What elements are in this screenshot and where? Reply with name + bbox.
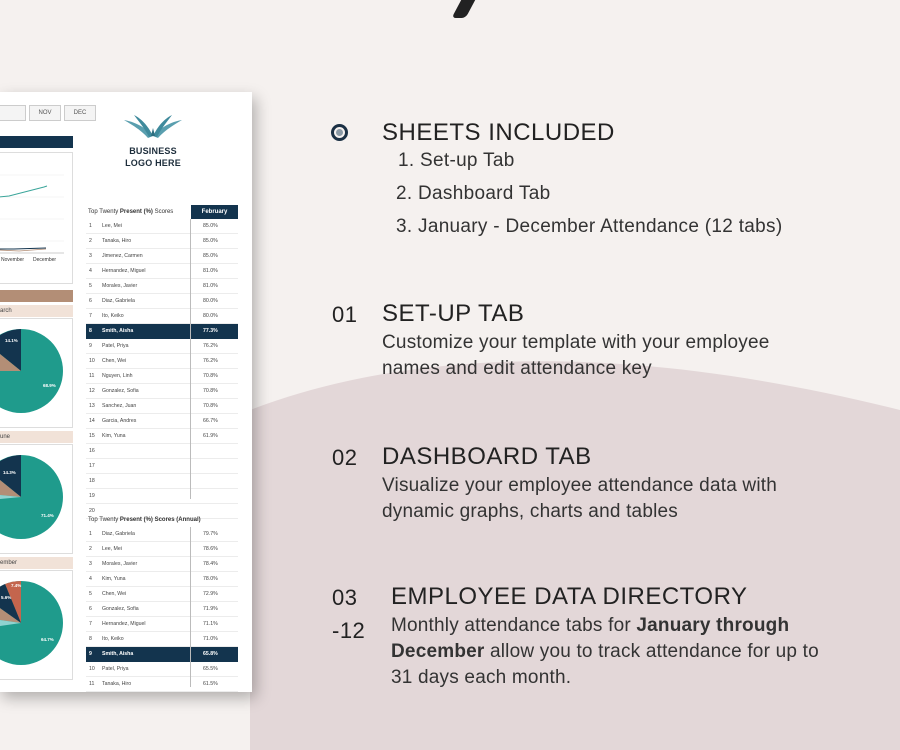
section-3-description: Monthly attendance tabs for January through December allow you to track attendance for up to 31 days each month. <box>391 615 819 688</box>
table-row <box>86 384 238 399</box>
table-row <box>86 264 238 279</box>
pie-section-band <box>0 290 73 302</box>
table-row <box>86 489 238 504</box>
pie-3-pct-b: 5.6% <box>1 595 12 600</box>
row-number: 6 <box>89 298 92 304</box>
present-score: 85.0% <box>203 238 218 244</box>
logo-line-1: BUSINESS <box>129 146 177 156</box>
top-twenty-table <box>86 205 238 519</box>
table-row <box>86 542 238 557</box>
employee-name: Ito, Keiko <box>102 313 124 319</box>
row-number: 8 <box>89 636 92 642</box>
present-score: 71.0% <box>203 636 218 642</box>
month-tab-dec[interactable]: DEC <box>64 105 96 121</box>
pie-label-3: ember <box>0 557 73 569</box>
employee-name: Garcia, Andres <box>102 418 137 424</box>
present-score: 76.2% <box>203 343 218 349</box>
present-score: 78.4% <box>203 561 218 567</box>
pie-label-2: une <box>0 431 73 443</box>
month-tabs <box>0 105 96 121</box>
section-3-number-b: -12 <box>332 618 366 643</box>
table-row <box>86 309 238 324</box>
row-number: 7 <box>89 313 92 319</box>
table-divider-1 <box>190 219 191 499</box>
top-twenty-rows <box>86 219 238 519</box>
employee-name: Nguyen, Linh <box>102 373 133 379</box>
employee-name: Kim, Yuna <box>102 433 126 439</box>
employee-name: Gonzalez, Sofia <box>102 606 139 612</box>
row-number: 19 <box>89 493 95 499</box>
table-row <box>86 677 238 692</box>
row-number: 10 <box>89 358 95 364</box>
present-score: 80.0% <box>203 313 218 319</box>
employee-name: Gonzalez, Sofia <box>102 388 139 394</box>
present-score: 70.8% <box>203 373 218 379</box>
top-twenty-header <box>86 205 238 219</box>
table-row <box>86 557 238 572</box>
month-tab-partial <box>0 105 26 121</box>
line-chart <box>0 152 73 284</box>
table-row <box>86 444 238 459</box>
row-number: 5 <box>89 283 92 289</box>
row-number: 11 <box>89 681 95 687</box>
present-score: 61.9% <box>203 433 218 439</box>
annual-rows <box>86 527 238 692</box>
sheets-included-heading: SHEETS INCLUDED <box>382 119 615 146</box>
present-score: 70.8% <box>203 403 218 409</box>
row-number: 5 <box>89 591 92 597</box>
line-series-teal <box>0 186 47 197</box>
employee-name: Kim, Yuna <box>102 576 126 582</box>
row-number: 1 <box>89 531 92 537</box>
present-score: 70.8% <box>203 388 218 394</box>
employee-name: Diaz, Gabriela <box>102 531 135 537</box>
table-row <box>86 249 238 264</box>
table-row <box>86 369 238 384</box>
section-1-heading: SET-UP TAB <box>382 300 525 327</box>
present-score: 77.3% <box>203 328 218 334</box>
book-logo-icon <box>118 114 188 140</box>
row-number: 15 <box>89 433 95 439</box>
logo-line-2: LOGO HERE <box>125 158 181 168</box>
present-score: 85.0% <box>203 223 218 229</box>
present-score: 61.5% <box>203 681 218 687</box>
sheet-item-3: 3. January - December Attendance (12 tabs) <box>396 216 783 237</box>
present-score: 76.2% <box>203 358 218 364</box>
pie-chart-1-svg <box>0 319 74 429</box>
pie-1-pct-b: 68.9% <box>43 383 56 388</box>
employee-name: Patel, Priya <box>102 666 129 672</box>
row-number: 4 <box>89 576 92 582</box>
employee-name: Chen, Wei <box>102 358 127 364</box>
line-series-navy <box>0 248 46 249</box>
section-3-number-a: 03 <box>332 585 358 610</box>
row-number: 20 <box>89 508 95 514</box>
top-twenty-title: Top Twenty Present (%) Scores <box>88 209 174 215</box>
present-score: 79.7% <box>203 531 218 537</box>
employee-name: Lee, Mei <box>102 546 122 552</box>
present-score: 81.0% <box>203 268 218 274</box>
employee-name: Chen, Wei <box>102 591 127 597</box>
line-chart-svg <box>0 153 74 285</box>
employee-name: Patel, Priya <box>102 343 129 349</box>
annual-table <box>86 513 238 692</box>
present-score: 66.7% <box>203 418 218 424</box>
table-row <box>86 219 238 234</box>
pie-chart-1 <box>0 318 73 428</box>
employee-name: Diaz, Gabriela <box>102 298 135 304</box>
sheet-item-2: 2. Dashboard Tab <box>396 183 551 204</box>
row-number: 3 <box>89 561 92 567</box>
table-row <box>86 414 238 429</box>
table-row <box>86 647 238 662</box>
present-score: 80.0% <box>203 298 218 304</box>
present-score: 65.8% <box>203 651 218 657</box>
table-row <box>86 662 238 677</box>
employee-name: Ito, Keiko <box>102 636 124 642</box>
row-number: 9 <box>89 651 92 657</box>
table-row <box>86 459 238 474</box>
table-row <box>86 399 238 414</box>
annual-title: Top Twenty Present (%) Scores (Annual) <box>88 517 201 523</box>
row-number: 6 <box>89 606 92 612</box>
table-row <box>86 527 238 542</box>
present-score: 71.9% <box>203 606 218 612</box>
present-score: 71.1% <box>203 621 218 627</box>
pie-label-1: arch <box>0 305 73 317</box>
pie-2-pct-a: 14.3% <box>3 470 16 475</box>
employee-name: Sanchez, Juan <box>102 403 137 409</box>
section-2-heading: DASHBOARD TAB <box>382 443 592 470</box>
table-row <box>86 279 238 294</box>
pie-3-pct-c: 64.7% <box>41 637 54 642</box>
table-row <box>86 234 238 249</box>
present-score: 78.0% <box>203 576 218 582</box>
section-2-number: 02 <box>332 445 358 470</box>
row-number: 14 <box>89 418 95 424</box>
row-number: 17 <box>89 463 95 469</box>
table-row <box>86 602 238 617</box>
section-3-heading: EMPLOYEE DATA DIRECTORY <box>391 583 748 610</box>
pie-chart-2-svg <box>0 445 74 555</box>
annual-header <box>86 513 238 527</box>
row-number: 8 <box>89 328 92 334</box>
row-number: 7 <box>89 621 92 627</box>
table-row <box>86 572 238 587</box>
employee-name: Lee, Mei <box>102 223 122 229</box>
sheet-item-1: 1. Set-up Tab <box>398 150 515 171</box>
pie-chart-3 <box>0 570 73 680</box>
row-number: 3 <box>89 253 92 259</box>
employee-name: Jimenez, Carmen <box>102 253 143 259</box>
row-number: 16 <box>89 448 95 454</box>
row-number: 2 <box>89 546 92 552</box>
section-2-description: Visualize your employee attendance data with dynamic graphs, charts and tables <box>382 475 778 522</box>
employee-name: Smith, Aisha <box>102 651 134 657</box>
table-row <box>86 324 238 339</box>
present-score: 72.9% <box>203 591 218 597</box>
pie-1-pct-a: 14.1% <box>5 338 18 343</box>
row-number: 18 <box>89 478 95 484</box>
row-number: 1 <box>89 223 92 229</box>
table-row <box>86 632 238 647</box>
table-row <box>86 339 238 354</box>
row-number: 12 <box>89 388 95 394</box>
row-number: 13 <box>89 403 95 409</box>
present-score: 81.0% <box>203 283 218 289</box>
employee-name: Tanaka, Hiro <box>102 238 132 244</box>
row-number: 2 <box>89 238 92 244</box>
row-number: 11 <box>89 373 95 379</box>
month-header: February <box>191 205 238 219</box>
employee-name: Tanaka, Hiro <box>102 681 132 687</box>
spreadsheet-preview <box>0 92 252 692</box>
business-logo <box>110 114 196 169</box>
x-tick-november: November <box>1 257 25 263</box>
employee-name: Hernandez, Miguel <box>102 268 146 274</box>
table-row <box>86 617 238 632</box>
table-row <box>86 474 238 489</box>
section-1-description: Customize your template with your employee names and edit attendance key <box>382 332 770 379</box>
row-number: 4 <box>89 268 92 274</box>
employee-name: Morales, Javier <box>102 561 138 567</box>
chart-header-band <box>0 136 73 148</box>
month-tab-nov[interactable]: NOV <box>29 105 61 121</box>
table-divider-2 <box>190 527 191 687</box>
pie-chart-2 <box>0 444 73 554</box>
table-row <box>86 429 238 444</box>
section-1-number: 01 <box>332 302 358 327</box>
present-score: 78.6% <box>203 546 218 552</box>
x-tick-december: December <box>33 257 57 263</box>
row-number: 9 <box>89 343 92 349</box>
present-score: 85.0% <box>203 253 218 259</box>
table-row <box>86 354 238 369</box>
pie-2-pct-b: 71.4% <box>41 513 54 518</box>
employee-name: Morales, Javier <box>102 283 138 289</box>
present-score: 65.5% <box>203 666 218 672</box>
pie-3-pct-a: 7.4% <box>11 583 22 588</box>
employee-name: Hernandez, Miguel <box>102 621 146 627</box>
table-row <box>86 294 238 309</box>
radio-bullet-icon <box>331 124 348 141</box>
row-number: 10 <box>89 666 95 672</box>
employee-name: Smith, Aisha <box>102 328 134 334</box>
table-row <box>86 587 238 602</box>
